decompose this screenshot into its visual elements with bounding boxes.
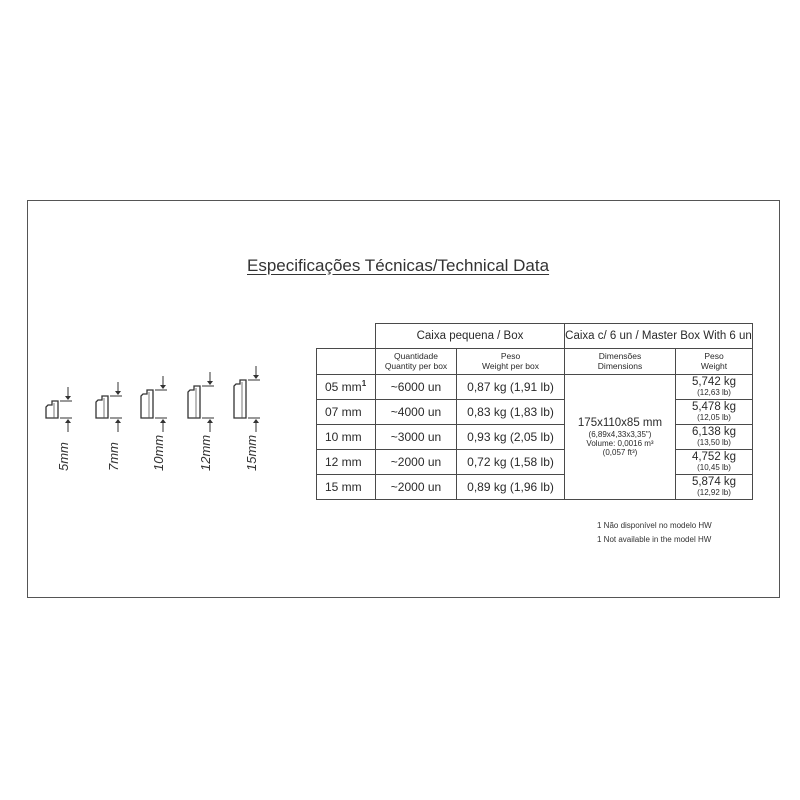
weight-cell: 0,93 kg (2,05 lb) bbox=[457, 424, 565, 449]
group-master-header: Caixa c/ 6 un / Master Box With 6 un bbox=[565, 324, 753, 349]
size-value: 10 mm bbox=[325, 429, 362, 444]
volume: Volume: 0,0016 m³ bbox=[586, 438, 654, 448]
master-weight-header-en: Weight bbox=[700, 361, 728, 371]
master-weight-kg: 5,874 kg bbox=[691, 475, 737, 488]
dimensions-header-pt: Dimensões bbox=[598, 351, 642, 361]
quantity-header-en: Quantity per box bbox=[384, 361, 448, 371]
master-weight-kg: 5,478 kg bbox=[691, 400, 737, 413]
size-value: 07 mm bbox=[325, 404, 362, 419]
footnote-en: 1 Not available in the model HW bbox=[597, 535, 712, 544]
quantity-header bbox=[376, 348, 457, 374]
master-weight-lb: (12,05 lb) bbox=[697, 412, 731, 422]
master-weight-lb: (12,63 lb) bbox=[697, 387, 731, 397]
footnote-pt: 1 Não disponível no modelo HW bbox=[597, 521, 712, 530]
master-weight-cell bbox=[676, 424, 753, 449]
profile-label: 5mm bbox=[56, 442, 71, 471]
profile-label: 7mm bbox=[106, 442, 121, 471]
master-weight-header bbox=[676, 348, 753, 374]
table-row bbox=[317, 374, 753, 399]
profile-10mm bbox=[133, 350, 183, 480]
profile-5mm bbox=[38, 350, 88, 480]
weight-cell: 0,72 kg (1,58 lb) bbox=[457, 449, 565, 474]
size-header bbox=[317, 348, 376, 374]
size-value: 15 mm bbox=[325, 479, 362, 494]
size-cell bbox=[317, 474, 376, 499]
weight-header bbox=[457, 348, 565, 374]
quantity-cell: ~4000 un bbox=[376, 399, 457, 424]
profile-12mm bbox=[180, 350, 230, 480]
column-header-row bbox=[317, 348, 753, 374]
weight-cell: 0,83 kg (1,83 lb) bbox=[457, 399, 565, 424]
dimensions-cell bbox=[565, 374, 676, 499]
technical-data-table bbox=[316, 323, 753, 500]
master-weight-header-pt: Peso bbox=[704, 351, 724, 361]
quantity-cell: ~3000 un bbox=[376, 424, 457, 449]
profile-label: 10mm bbox=[151, 434, 166, 471]
table-row bbox=[317, 449, 753, 474]
size-cell bbox=[317, 399, 376, 424]
table-row bbox=[317, 424, 753, 449]
dimensions-mm: 175x110x85 mm bbox=[577, 416, 663, 429]
master-weight-cell bbox=[676, 449, 753, 474]
master-weight-cell bbox=[676, 374, 753, 399]
weight-header-pt: Peso bbox=[500, 351, 521, 361]
size-value: 05 mm bbox=[325, 380, 362, 394]
dimensions-header bbox=[565, 348, 676, 374]
master-weight-kg: 4,752 kg bbox=[691, 450, 737, 463]
table-row bbox=[317, 474, 753, 499]
group-box-header: Caixa pequena / Box bbox=[376, 324, 565, 349]
size-value: 12 mm bbox=[325, 454, 362, 469]
size-cell bbox=[317, 424, 376, 449]
dimensions-in: (6,89x4,33x3,35") bbox=[588, 429, 652, 439]
weight-cell: 0,89 kg (1,96 lb) bbox=[457, 474, 565, 499]
quantity-cell: ~2000 un bbox=[376, 449, 457, 474]
master-weight-cell bbox=[676, 474, 753, 499]
profile-7mm bbox=[88, 350, 138, 480]
weight-cell: 0,87 kg (1,91 lb) bbox=[457, 374, 565, 399]
profile-15mm bbox=[226, 350, 276, 480]
profile-label: 15mm bbox=[244, 434, 259, 471]
footnote-mark: 1 bbox=[361, 379, 367, 388]
profile-label: 12mm bbox=[198, 434, 213, 471]
page-title: Especificações Técnicas/Technical Data bbox=[247, 256, 550, 275]
master-weight-lb: (12,92 lb) bbox=[697, 487, 731, 497]
size-cell bbox=[317, 449, 376, 474]
dimensions-header-en: Dimensions bbox=[597, 361, 643, 371]
volume-ft: (0,057 ft³) bbox=[602, 447, 638, 457]
quantity-cell: ~2000 un bbox=[376, 474, 457, 499]
size-cell bbox=[317, 374, 376, 399]
quantity-cell: ~6000 un bbox=[376, 374, 457, 399]
group-header-row bbox=[317, 324, 753, 349]
master-weight-kg: 6,138 kg bbox=[691, 425, 737, 438]
quantity-header-pt: Quantidade bbox=[394, 351, 438, 361]
master-weight-lb: (10,45 lb) bbox=[697, 462, 731, 472]
master-weight-lb: (13,50 lb) bbox=[697, 437, 731, 447]
table-row bbox=[317, 399, 753, 424]
weight-header-en: Weight per box bbox=[481, 361, 539, 371]
master-weight-kg: 5,742 kg bbox=[691, 375, 737, 388]
master-weight-cell bbox=[676, 399, 753, 424]
